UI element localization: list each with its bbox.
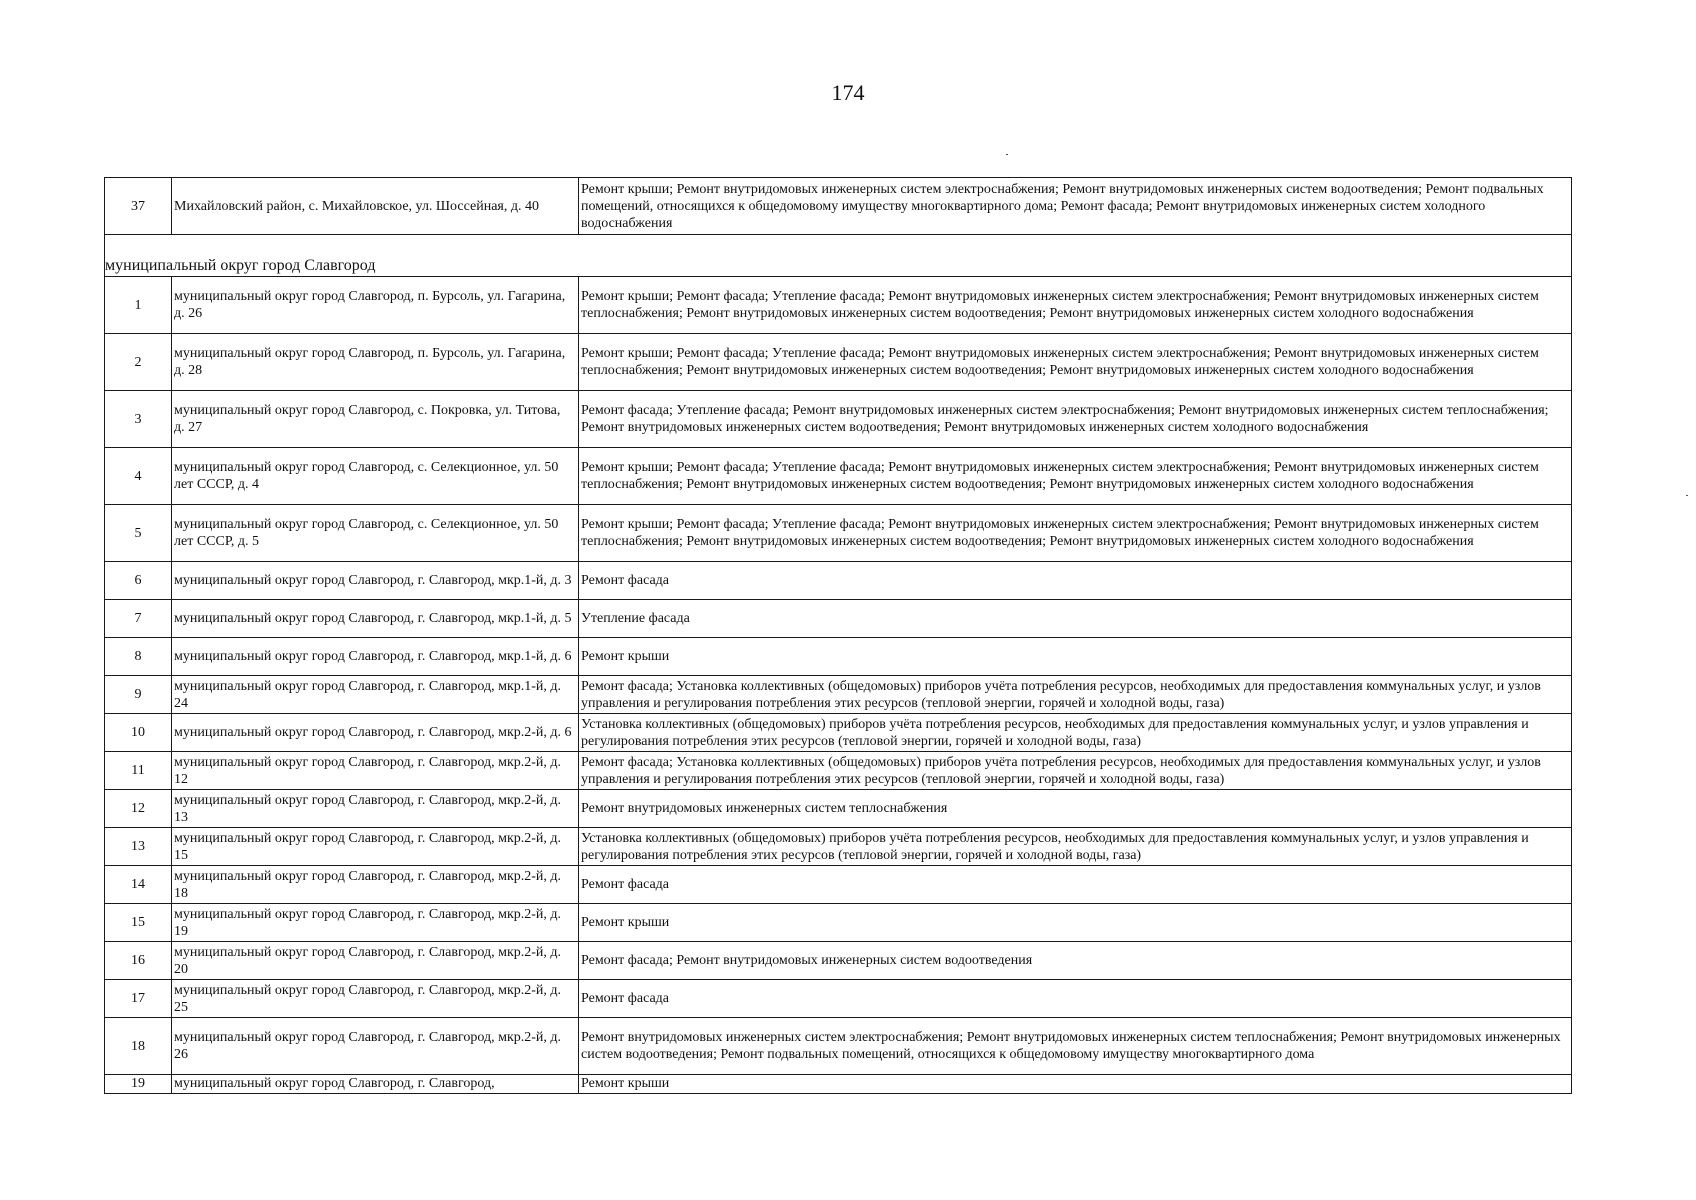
row-number: 12 <box>105 790 172 828</box>
row-works-text: Ремонт фасада <box>581 877 670 892</box>
row-works-text: Ремонт фасада <box>581 991 670 1006</box>
section-header-cell <box>105 235 1572 277</box>
page-number: 174 <box>831 80 865 105</box>
row-address <box>172 980 579 1018</box>
row-number: 16 <box>105 942 172 980</box>
row-address-text: муниципальный округ город Славгород, г. Славгород, мкр.2-й, д. 25 <box>174 982 562 1015</box>
row-works-text: Установка коллективных (общедомовых) приборов учёта потребления ресурсов, необходимых для предоставления коммунальных услуг, и узлов управления и регулирования потребления этих ресурсов (тепловой энергии, горячей и холодной воды, газа) <box>581 830 1529 863</box>
table-row <box>105 828 1572 866</box>
row-address-text: муниципальный округ город Славгород, с. Селекционное, ул. 50 лет СССР, д. 4 <box>174 460 559 492</box>
row-works-text: Ремонт крыши <box>581 649 670 664</box>
table-row <box>105 790 1572 828</box>
row-works <box>579 714 1572 752</box>
repair-works-table <box>104 177 1572 1094</box>
row-works-text: Ремонт крыши; Ремонт фасада; Утепление фасада; Ремонт внутридомовых инженерных систем электроснабжения; Ремонт внутридомовых инженерных систем теплоснабжения; Ремонт внутридомовых инженерных систем водоотведения; Ремонт внутридомовых инженерных систем холодного водоснабжения <box>581 289 1539 321</box>
table-row <box>105 1075 1572 1094</box>
table-row <box>105 391 1572 448</box>
table-row <box>105 600 1572 638</box>
row-address-text: муниципальный округ город Славгород, п. Бурсоль, ул. Гагарина, д. 28 <box>174 346 566 378</box>
row-number: 18 <box>105 1018 172 1075</box>
row-address <box>172 942 579 980</box>
row-address <box>172 600 579 638</box>
row-address-text: муниципальный округ город Славгород, г. Славгород, мкр.1-й, д. 3 <box>174 573 572 588</box>
row-address <box>172 714 579 752</box>
row-address-text: муниципальный округ город Славгород, г. Славгород, мкр.2-й, д. 18 <box>174 868 562 901</box>
row-works-text: Ремонт крыши; Ремонт фасада; Утепление фасада; Ремонт внутридомовых инженерных систем электроснабжения; Ремонт внутридомовых инженерных систем теплоснабжения; Ремонт внутридомовых инженерных систем водоотведения; Ремонт внутридомовых инженерных систем холодного водоснабжения <box>581 346 1539 378</box>
row-address <box>172 676 579 714</box>
table-row <box>105 714 1572 752</box>
table-row <box>105 638 1572 676</box>
row-address <box>172 391 579 448</box>
section-header-row <box>105 235 1572 277</box>
row-works-text: Ремонт внутридомовых инженерных систем теплоснабжения <box>581 801 948 816</box>
row-number: 1 <box>105 277 172 334</box>
row-address <box>172 334 579 391</box>
table-row <box>105 505 1572 562</box>
row-works <box>579 638 1572 676</box>
row-address <box>172 178 579 235</box>
row-address <box>172 505 579 562</box>
row-works-text: Ремонт крыши; Ремонт фасада; Утепление фасада; Ремонт внутридомовых инженерных систем электроснабжения; Ремонт внутридомовых инженерных систем теплоснабжения; Ремонт внутридомовых инженерных систем водоотведения; Ремонт внутридомовых инженерных систем холодного водоснабжения <box>581 460 1539 492</box>
row-address-text: муниципальный округ город Славгород, г. Славгород, мкр.2-й, д. 15 <box>174 830 562 863</box>
row-works-text: Ремонт крыши <box>581 1076 670 1091</box>
row-number: 17 <box>105 980 172 1018</box>
row-address <box>172 866 579 904</box>
row-works <box>579 505 1572 562</box>
table-row <box>105 334 1572 391</box>
row-address-text: муниципальный округ город Славгород, г. Славгород, мкр.2-й, д. 26 <box>174 1030 562 1062</box>
row-address-text: муниципальный округ город Славгород, г. Славгород, мкр.2-й, д. 20 <box>174 944 562 977</box>
row-address-text: муниципальный округ город Славгород, г. Славгород, мкр.1-й, д. 6 <box>174 649 572 664</box>
row-works <box>579 942 1572 980</box>
row-works-text: Ремонт фасада; Установка коллективных (общедомовых) приборов учёта потребления ресурсов, необходимых для предоставления коммунальных услуг, и узлов управления и регулирования потребления этих ресурсов (тепловой энергии, горячей и холодной воды, газа) <box>581 678 1541 711</box>
row-works <box>579 448 1572 505</box>
row-address-text: муниципальный округ город Славгород, с. Селекционное, ул. 50 лет СССР, д. 5 <box>174 517 559 549</box>
row-works-text: Ремонт фасада; Утепление фасада; Ремонт внутридомовых инженерных систем электроснабжения; Ремонт внутридомовых инженерных систем теплоснабжения; Ремонт внутридомовых инженерных систем водоотведения; Ремонт внутридомовых инженерных систем холодного водоснабжения <box>581 403 1549 435</box>
row-address-text: муниципальный округ город Славгород, г. Славгород, мкр.2-й, д. 19 <box>174 906 562 939</box>
table-row <box>105 752 1572 790</box>
row-number: 15 <box>105 904 172 942</box>
row-works <box>579 866 1572 904</box>
row-address-text: муниципальный округ город Славгород, п. Бурсоль, ул. Гагарина, д. 26 <box>174 289 566 321</box>
row-address <box>172 904 579 942</box>
row-works <box>579 676 1572 714</box>
row-number: 11 <box>105 752 172 790</box>
row-works <box>579 562 1572 600</box>
table-row <box>105 942 1572 980</box>
row-works <box>579 334 1572 391</box>
table-row <box>105 178 1572 235</box>
table-row <box>105 1018 1572 1075</box>
row-works <box>579 178 1572 235</box>
table-body <box>105 178 1572 1094</box>
section-title: муниципальный округ город Славгород <box>105 257 376 274</box>
row-address <box>172 1018 579 1075</box>
row-number: 2 <box>105 334 172 391</box>
row-address <box>172 790 579 828</box>
scan-speck <box>1686 495 1688 496</box>
row-address-text: муниципальный округ город Славгород, г. Славгород, мкр.2-й, д. 6 <box>174 725 572 740</box>
row-works-text: Ремонт крыши <box>581 915 670 930</box>
scan-speck <box>1006 154 1008 155</box>
row-address-text: Михайловский район, с. Михайловское, ул. Шоссейная, д. 40 <box>174 198 539 214</box>
row-address <box>172 638 579 676</box>
row-works <box>579 980 1572 1018</box>
row-address-text: муниципальный округ город Славгород, с. Покровка, ул. Титова, д. 27 <box>174 403 561 435</box>
row-works-text: Утепление фасада <box>581 611 690 626</box>
table-row <box>105 277 1572 334</box>
table-row <box>105 866 1572 904</box>
row-number: 3 <box>105 391 172 448</box>
row-address <box>172 828 579 866</box>
row-address-text: муниципальный округ город Славгород, г. Славгород, мкр.2-й, д. 12 <box>174 754 562 787</box>
row-number: 5 <box>105 505 172 562</box>
row-works-text: Ремонт фасада; Установка коллективных (общедомовых) приборов учёта потребления ресурсов, необходимых для предоставления коммунальных услуг, и узлов управления и регулирования потребления этих ресурсов (тепловой энергии, горячей и холодной воды, газа) <box>581 754 1541 787</box>
row-works-text: Установка коллективных (общедомовых) приборов учёта потребления ресурсов, необходимых для предоставления коммунальных услуг, и узлов управления и регулирования потребления этих ресурсов (тепловой энергии, горячей и холодной воды, газа) <box>581 716 1529 749</box>
row-address-text: муниципальный округ город Славгород, г. Славгород, мкр.2-й, д. 13 <box>174 792 562 825</box>
row-works <box>579 790 1572 828</box>
table-row <box>105 676 1572 714</box>
table-row <box>105 448 1572 505</box>
row-works <box>579 752 1572 790</box>
row-number: 4 <box>105 448 172 505</box>
row-address <box>172 752 579 790</box>
row-works <box>579 277 1572 334</box>
row-works-text: Ремонт внутридомовых инженерных систем электроснабжения; Ремонт внутридомовых инженерных систем теплоснабжения; Ремонт внутридомовых инженерных систем водоотведения; Ремонт подвальных помещений, относящихся к общедомовому имуществу многоквартирного дома <box>581 1030 1561 1062</box>
row-works <box>579 600 1572 638</box>
table-row <box>105 562 1572 600</box>
row-address-text: муниципальный округ город Славгород, г. Славгород, мкр.1-й, д. 5 <box>174 611 572 626</box>
row-works-text: Ремонт крыши; Ремонт внутридомовых инженерных систем электроснабжения; Ремонт внутридомовых инженерных систем водоотведения; Ремонт подвальных помещений, относящихся к общедомовому имуществу многоквартирного дома; Ремонт фасада; Ремонт внутридомовых инженерных систем холодного водоснабжения <box>581 181 1544 231</box>
row-address-text: муниципальный округ город Славгород, г. Славгород, мкр.1-й, д. 24 <box>174 678 562 711</box>
row-address <box>172 448 579 505</box>
row-number: 10 <box>105 714 172 752</box>
row-number: 14 <box>105 866 172 904</box>
row-works <box>579 391 1572 448</box>
row-number: 13 <box>105 828 172 866</box>
row-number: 9 <box>105 676 172 714</box>
table-row <box>105 904 1572 942</box>
row-address <box>172 562 579 600</box>
row-works-text: Ремонт крыши; Ремонт фасада; Утепление фасада; Ремонт внутридомовых инженерных систем электроснабжения; Ремонт внутридомовых инженерных систем теплоснабжения; Ремонт внутридомовых инженерных систем водоотведения; Ремонт внутридомовых инженерных систем холодного водоснабжения <box>581 517 1539 549</box>
row-works <box>579 1018 1572 1075</box>
table-row <box>105 980 1572 1018</box>
row-address <box>172 1075 579 1094</box>
row-works <box>579 904 1572 942</box>
row-works-text: Ремонт фасада <box>581 573 670 588</box>
row-number: 6 <box>105 562 172 600</box>
row-address-text: муниципальный округ город Славгород, г. Славгород, <box>174 1076 495 1091</box>
row-works-text: Ремонт фасада; Ремонт внутридомовых инженерных систем водоотведения <box>581 953 1033 968</box>
row-works <box>579 1075 1572 1094</box>
row-works <box>579 828 1572 866</box>
row-number: 19 <box>105 1075 172 1094</box>
row-number: 7 <box>105 600 172 638</box>
row-address <box>172 277 579 334</box>
row-number: 37 <box>105 178 172 235</box>
row-number: 8 <box>105 638 172 676</box>
